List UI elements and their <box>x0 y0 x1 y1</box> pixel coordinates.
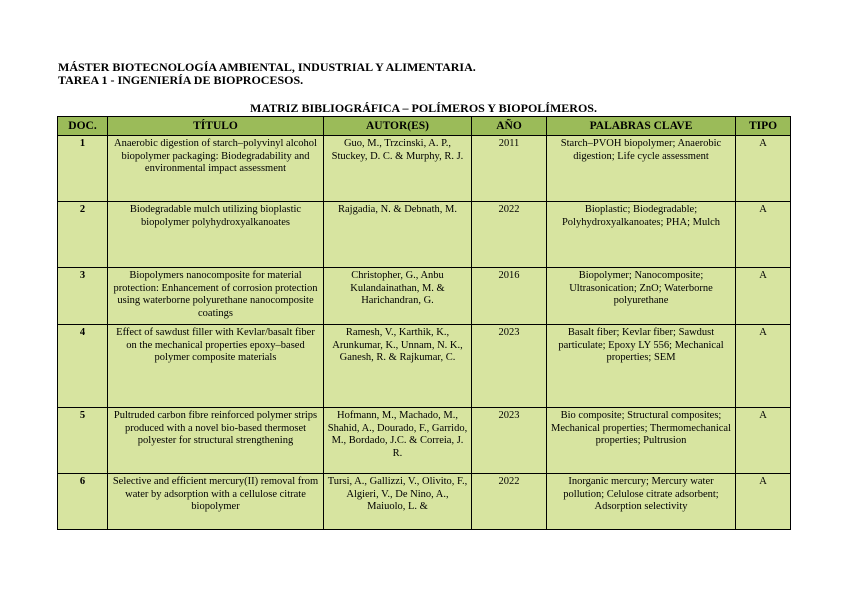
cell-titulo: Selective and efficient mercury(II) removal from water by adsorption with a cellulose citrate biopolymer <box>108 474 324 530</box>
bibliographic-matrix-table <box>57 116 791 530</box>
table-row <box>58 136 791 202</box>
column-header-anio: AÑO <box>472 117 547 136</box>
cell-doc: 5 <box>58 408 108 474</box>
cell-anio: 2022 <box>472 202 547 268</box>
cell-autores: Guo, M., Trzcinski, A. P., Stuckey, D. C. & Murphy, R. J. <box>324 136 472 202</box>
cell-palabras-clave: Basalt fiber; Kevlar fiber; Sawdust particulate; Epoxy LY 556; Mechanical properties; SEM <box>547 325 736 408</box>
cell-anio: 2023 <box>472 325 547 408</box>
cell-titulo: Effect of sawdust filler with Kevlar/basalt fiber on the mechanical properties epoxy–based polymer composite materials <box>108 325 324 408</box>
cell-doc: 1 <box>58 136 108 202</box>
cell-autores: Ramesh, V., Karthik, K., Arunkumar, K., Unnam, N. K., Ganesh, R. & Rajkumar, C. <box>324 325 472 408</box>
cell-doc: 4 <box>58 325 108 408</box>
cell-anio: 2016 <box>472 268 547 325</box>
cell-palabras-clave: Bioplastic; Biodegradable; Polyhydroxyalkanoates; PHA; Mulch <box>547 202 736 268</box>
cell-tipo: A <box>736 268 791 325</box>
cell-anio: 2011 <box>472 136 547 202</box>
cell-tipo: A <box>736 136 791 202</box>
cell-titulo: Anaerobic digestion of starch–polyvinyl alcohol biopolymer packaging: Biodegradability and environmental impact assessment <box>108 136 324 202</box>
cell-tipo: A <box>736 474 791 530</box>
column-header-palabras-clave: PALABRAS CLAVE <box>547 117 736 136</box>
cell-autores: Tursi, A., Gallizzi, V., Olivito, F., Algieri, V., De Nino, A., Maiuolo, L. & <box>324 474 472 530</box>
cell-doc: 3 <box>58 268 108 325</box>
cell-anio: 2022 <box>472 474 547 530</box>
cell-titulo: Pultruded carbon fibre reinforced polymer strips produced with a novel bio-based thermoset polyester for structural strengthening <box>108 408 324 474</box>
table-row <box>58 202 791 268</box>
cell-tipo: A <box>736 325 791 408</box>
table-row <box>58 408 791 474</box>
document-header-line2: TAREA 1 - INGENIERÍA DE BIOPROCESOS. <box>58 73 304 87</box>
table-row <box>58 474 791 530</box>
column-header-autores: AUTOR(ES) <box>324 117 472 136</box>
cell-doc: 6 <box>58 474 108 530</box>
table-row <box>58 268 791 325</box>
cell-palabras-clave: Bio composite; Structural composites; Mechanical properties; Thermomechanical properties; Pultrusion <box>547 408 736 474</box>
cell-tipo: A <box>736 408 791 474</box>
cell-autores: Rajgadia, N. & Debnath, M. <box>324 202 472 268</box>
cell-tipo: A <box>736 202 791 268</box>
table-row <box>58 325 791 408</box>
cell-autores: Hofmann, M., Machado, M., Shahid, A., Dourado, F., Garrido, M., Bordado, J.C. & Correia, J. R. <box>324 408 472 474</box>
table-caption: MATRIZ BIBLIOGRÁFICA – POLÍMEROS Y BIOPOLÍMEROS. <box>250 101 597 115</box>
column-header-titulo: TÍTULO <box>108 117 324 136</box>
column-header-tipo: TIPO <box>736 117 791 136</box>
table-header-row <box>58 117 791 136</box>
cell-palabras-clave: Starch–PVOH biopolymer; Anaerobic digestion; Life cycle assessment <box>547 136 736 202</box>
cell-titulo: Biopolymers nanocomposite for material protection: Enhancement of corrosion protection using waterborne polyurethane nanocomposite coatings <box>108 268 324 325</box>
document-header-line1: MÁSTER BIOTECNOLOGÍA AMBIENTAL, INDUSTRIAL Y ALIMENTARIA. <box>58 60 476 74</box>
column-header-doc: DOC. <box>58 117 108 136</box>
cell-doc: 2 <box>58 202 108 268</box>
cell-palabras-clave: Biopolymer; Nanocomposite; Ultrasonication; ZnO; Waterborne polyurethane <box>547 268 736 325</box>
cell-titulo: Biodegradable mulch utilizing bioplastic biopolymer polyhydroxyalkanoates <box>108 202 324 268</box>
cell-autores: Christopher, G., Anbu Kulandainathan, M. & Harichandran, G. <box>324 268 472 325</box>
cell-palabras-clave: Inorganic mercury; Mercury water pollution; Celulose citrate adsorbent; Adsorption selectivity <box>547 474 736 530</box>
cell-anio: 2023 <box>472 408 547 474</box>
